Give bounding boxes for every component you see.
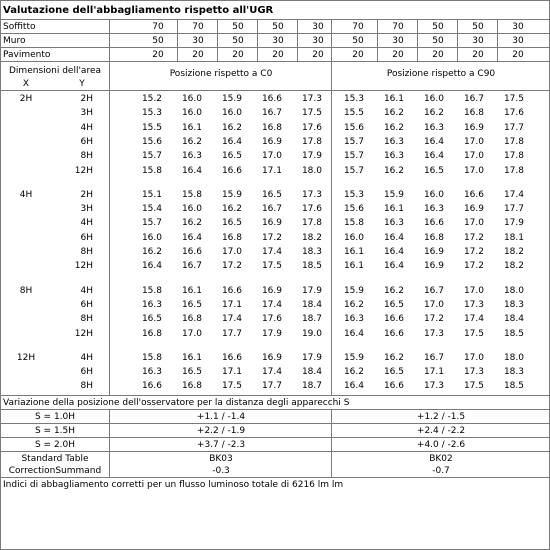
ugr-value: 15.9	[383, 189, 404, 200]
ugr-value: 17.0	[463, 218, 484, 229]
ugr-value: 18.2	[301, 232, 322, 243]
ugr-value: 15.8	[141, 285, 162, 296]
ugr-value: 16.3	[423, 122, 444, 133]
ugr-value: 16.1	[383, 204, 404, 215]
ugr-value: 16.8	[141, 328, 162, 339]
variation-c90: +2.4 / -2.2	[416, 426, 466, 436]
ugr-value: 16.4	[343, 328, 364, 339]
ugr-value: 18.2	[503, 247, 524, 257]
divider	[417, 19, 418, 62]
standard-table-label: Standard Table	[21, 454, 89, 464]
divider	[217, 19, 218, 62]
divider	[109, 19, 110, 63]
ugr-value: 18.5	[503, 381, 524, 392]
ugr-value: 16.5	[181, 367, 202, 378]
ugr-value: 17.3	[423, 328, 444, 339]
divider	[109, 409, 110, 477]
area-y-label: 2H	[80, 94, 93, 104]
ugr-value: 16.4	[181, 232, 202, 243]
reflectance-value: 50	[472, 22, 484, 32]
ugr-value: 17.4	[503, 189, 524, 200]
ugr-value: 16.4	[141, 261, 162, 272]
divider	[1, 409, 549, 410]
ugr-value: 16.3	[383, 151, 404, 162]
ugr-value: 16.9	[423, 261, 444, 272]
reflectance-value: 20	[512, 50, 524, 60]
ugr-value: 18.3	[301, 247, 322, 257]
ugr-value: 16.8	[423, 232, 444, 243]
ugr-value: 17.5	[301, 108, 322, 119]
ugr-value: 15.3	[343, 189, 364, 200]
ugr-value: 17.7	[503, 204, 524, 215]
ugr-value: 15.7	[141, 218, 162, 229]
area-y-label: 4H	[80, 352, 93, 363]
area-x-label: 2H	[19, 94, 33, 104]
ugr-value: 16.4	[181, 165, 202, 176]
ugr-value: 16.5	[181, 299, 202, 310]
ugr-value: 16.7	[423, 285, 444, 296]
ugr-value: 16.3	[423, 204, 444, 215]
ugr-value: 16.7	[261, 204, 282, 215]
ugr-value: 18.0	[301, 165, 322, 176]
reflectance-value: 20	[472, 50, 484, 60]
reflectance-value: 50	[232, 22, 244, 32]
ugr-value: 15.6	[343, 204, 364, 215]
ugr-value: 17.5	[261, 261, 282, 272]
ugr-value: 16.8	[181, 314, 202, 325]
ugr-value: 18.7	[301, 314, 322, 325]
ugr-value: 15.2	[141, 94, 162, 104]
ugr-value: 16.0	[423, 94, 444, 104]
area-y-label: 6H	[80, 136, 93, 147]
reflectance-value: 20	[432, 50, 444, 60]
reflectance-value: 30	[192, 36, 204, 46]
ugr-value: 17.7	[261, 381, 282, 392]
ugr-value: 16.2	[383, 285, 404, 296]
ugr-value: 16.4	[383, 261, 404, 272]
ugr-value: 16.2	[383, 165, 404, 176]
ugr-value: 16.6	[383, 381, 404, 392]
c0-position-label: Posizione rispetto a C0	[169, 69, 273, 79]
ugr-value: 16.6	[221, 352, 242, 363]
ugr-value: 15.8	[343, 218, 364, 229]
divider	[1, 90, 549, 91]
ugr-value: 16.6	[383, 314, 404, 325]
variation-label: S = 1.0H	[34, 412, 76, 422]
ugr-value: 16.2	[423, 108, 444, 119]
ugr-value: 16.4	[423, 136, 444, 147]
divider	[331, 62, 332, 395]
ugr-value: 16.5	[261, 189, 282, 200]
divider	[497, 19, 498, 62]
ugr-value: 17.7	[221, 328, 242, 339]
ugr-value: 18.0	[503, 352, 524, 363]
ugr-value: 16.0	[423, 189, 444, 200]
ugr-value: 16.5	[383, 367, 404, 378]
ugr-value: 16.0	[343, 232, 364, 243]
ugr-value: 16.4	[221, 136, 242, 147]
ugr-value: 16.5	[221, 218, 242, 229]
area-x-label: 8H	[19, 285, 33, 296]
reflectance-value: 20	[312, 50, 324, 60]
ugr-value: 17.0	[463, 165, 484, 176]
reflectance-label: Pavimento	[3, 50, 51, 60]
ugr-value: 15.5	[343, 108, 364, 119]
ugr-value: 15.9	[343, 285, 364, 296]
divider	[109, 62, 110, 395]
ugr-value: 17.5	[503, 94, 524, 104]
ugr-value: 16.8	[261, 122, 282, 133]
ugr-value: 15.8	[181, 189, 202, 200]
ugr-value: 16.2	[383, 122, 404, 133]
ugr-value: 17.5	[463, 381, 484, 392]
reflectance-value: 30	[312, 36, 324, 46]
variation-c90: +1.2 / -1.5	[416, 412, 466, 422]
variation-heading: Variazione della posizione dell'osservatore per la distanza degli apparecchi S	[3, 398, 350, 408]
ugr-value: 15.7	[343, 165, 364, 176]
ugr-value: 16.3	[181, 151, 202, 162]
ugr-value: 16.2	[221, 204, 242, 215]
ugr-value: 17.4	[261, 299, 282, 310]
reflectance-value: 20	[232, 50, 244, 60]
ugr-value: 16.6	[181, 247, 202, 257]
ugr-value: 15.8	[141, 352, 162, 363]
ugr-value: 17.3	[301, 189, 322, 200]
ugr-value: 15.5	[141, 122, 162, 133]
ugr-value: 17.1	[221, 367, 242, 378]
ugr-value: 17.1	[261, 165, 282, 176]
ugr-value: 16.3	[141, 299, 162, 310]
ugr-value: 17.6	[301, 204, 322, 215]
divider	[1, 61, 549, 62]
ugr-value: 17.7	[503, 122, 524, 133]
divider	[1, 477, 549, 478]
divider	[377, 19, 378, 62]
divider	[1, 19, 549, 20]
ugr-value: 16.8	[463, 108, 484, 119]
ugr-value: 17.4	[261, 247, 282, 257]
ugr-value: 17.4	[261, 367, 282, 378]
ugr-value: 16.9	[463, 204, 484, 215]
divider	[1, 395, 549, 396]
ugr-value: 16.6	[221, 165, 242, 176]
ugr-value: 17.2	[463, 261, 484, 272]
area-y-label: 4H	[80, 122, 93, 133]
variation-label: S = 1.5H	[34, 426, 76, 436]
ugr-value: 18.3	[503, 299, 524, 310]
reflectance-value: 50	[272, 22, 284, 32]
ugr-value: 17.9	[503, 218, 524, 229]
ugr-value: 16.4	[423, 151, 444, 162]
reflectance-value: 50	[232, 36, 244, 46]
reflectance-value: 20	[152, 50, 164, 60]
ugr-value: 17.8	[503, 136, 524, 147]
ugr-value: 16.1	[181, 285, 202, 296]
x-label: X	[22, 79, 30, 89]
divider	[177, 19, 178, 62]
ugr-value: 17.6	[503, 108, 524, 119]
ugr-value: 16.1	[383, 94, 404, 104]
ugr-value: 15.4	[141, 204, 162, 215]
ugr-value: 15.6	[343, 122, 364, 133]
reflectance-label: Muro	[3, 36, 26, 46]
ugr-value: 16.4	[383, 232, 404, 243]
ugr-value: 17.0	[463, 136, 484, 147]
footnote: Indici di abbagliamento corretti per un flusso luminoso totale di 6216 lm lm	[3, 480, 344, 490]
area-y-label: 8H	[80, 247, 93, 257]
ugr-value: 17.2	[463, 232, 484, 243]
ugr-value: 17.6	[301, 122, 322, 133]
ugr-value: 16.4	[343, 381, 364, 392]
area-y-label: 3H	[80, 204, 93, 215]
ugr-value: 18.4	[503, 314, 524, 325]
ugr-value: 16.1	[181, 122, 202, 133]
ugr-value: 15.6	[141, 136, 162, 147]
reflectance-value: 20	[392, 50, 404, 60]
ugr-value: 18.4	[301, 367, 322, 378]
ugr-value: 16.2	[181, 136, 202, 147]
ugr-value: 16.8	[221, 232, 242, 243]
divider	[1, 47, 549, 48]
y-label: Y	[79, 79, 85, 89]
reflectance-value: 30	[272, 36, 284, 46]
ugr-value: 16.3	[141, 367, 162, 378]
ugr-value: 16.1	[343, 247, 364, 257]
ugr-value: 17.4	[221, 314, 242, 325]
ugr-value: 17.0	[423, 299, 444, 310]
ugr-value: 15.9	[221, 189, 242, 200]
ugr-value: 15.8	[141, 165, 162, 176]
ugr-value: 16.9	[261, 218, 282, 229]
reflectance-value: 70	[192, 22, 204, 32]
variation-c0: +2.2 / -1.9	[196, 426, 246, 436]
ugr-value: 16.8	[181, 381, 202, 392]
reflectance-value: 50	[352, 36, 364, 46]
reflectance-value: 30	[392, 36, 404, 46]
area-y-label: 6H	[80, 299, 93, 310]
ugr-value: 18.7	[301, 381, 322, 392]
area-y-label: 12H	[74, 165, 93, 176]
variation-c90: +4.0 / -2.6	[416, 440, 466, 450]
ugr-value: 15.7	[343, 151, 364, 162]
ugr-value: 17.9	[261, 328, 282, 339]
ugr-value: 16.5	[221, 151, 242, 162]
ugr-value: 18.3	[503, 367, 524, 378]
reflectance-value: 50	[152, 36, 164, 46]
ugr-value: 18.0	[503, 285, 524, 296]
ugr-value: 16.0	[181, 108, 202, 119]
area-y-label: 2H	[80, 189, 93, 200]
ugr-value: 19.0	[301, 328, 322, 339]
reflectance-value: 30	[472, 36, 484, 46]
ugr-value: 17.2	[261, 232, 282, 243]
ugr-value: 15.7	[343, 136, 364, 147]
ugr-value: 17.9	[301, 151, 322, 162]
area-y-label: 8H	[80, 381, 93, 392]
ugr-value: 16.7	[423, 352, 444, 363]
ugr-value: 17.3	[463, 299, 484, 310]
ugr-value: 17.1	[221, 299, 242, 310]
ugr-value: 16.5	[141, 314, 162, 325]
reflectance-label: Soffitto	[3, 22, 36, 32]
ugr-value: 18.5	[301, 261, 322, 272]
correction-c0: -0.3	[212, 466, 230, 476]
ugr-value: 17.3	[463, 367, 484, 378]
area-x-label: 12H	[16, 352, 36, 363]
variation-label: S = 2.0H	[34, 440, 76, 450]
area-y-label: 6H	[80, 232, 93, 243]
ugr-value: 16.6	[463, 189, 484, 200]
ugr-value: 16.9	[463, 122, 484, 133]
area-x-label: 4H	[19, 189, 33, 200]
ugr-value: 16.0	[181, 204, 202, 215]
ugr-value: 17.0	[463, 285, 484, 296]
ugr-value: 16.6	[141, 381, 162, 392]
table-title: Valutazione dell'abbagliamento rispetto all'UGR	[3, 5, 274, 16]
ugr-value: 17.4	[463, 314, 484, 325]
ugr-value: 16.9	[261, 352, 282, 363]
ugr-value: 16.2	[141, 247, 162, 257]
area-y-label: 12H	[74, 261, 93, 272]
ugr-value: 17.8	[503, 165, 524, 176]
reflectance-value: 50	[432, 36, 444, 46]
ugr-value: 16.2	[383, 352, 404, 363]
divider	[331, 19, 332, 63]
ugr-value: 17.6	[261, 314, 282, 325]
ugr-value: 18.4	[301, 299, 322, 310]
reflectance-value: 30	[312, 22, 324, 32]
ugr-value: 16.6	[261, 94, 282, 104]
ugr-value: 16.9	[423, 247, 444, 257]
ugr-value: 15.3	[141, 108, 162, 119]
ugr-value: 17.1	[423, 367, 444, 378]
ugr-value: 17.5	[463, 328, 484, 339]
ugr-value: 16.6	[383, 328, 404, 339]
divider	[331, 409, 332, 477]
ugr-value: 16.0	[181, 94, 202, 104]
ugr-value: 16.2	[383, 108, 404, 119]
ugr-value: 16.1	[181, 352, 202, 363]
ugr-value: 17.3	[423, 381, 444, 392]
divider	[457, 19, 458, 62]
ugr-value: 16.3	[383, 136, 404, 147]
reflectance-value: 30	[512, 36, 524, 46]
ugr-value: 16.4	[383, 247, 404, 257]
reflectance-value: 50	[432, 22, 444, 32]
ugr-value: 17.0	[221, 247, 242, 257]
area-y-label: 3H	[80, 108, 93, 119]
divider	[257, 19, 258, 62]
reflectance-value: 20	[272, 50, 284, 60]
correction-label: CorrectionSummand	[8, 466, 102, 476]
reflectance-value: 20	[352, 50, 364, 60]
ugr-value: 16.6	[221, 285, 242, 296]
ugr-value: 17.2	[423, 314, 444, 325]
ugr-value: 17.0	[463, 352, 484, 363]
ugr-value: 17.2	[463, 247, 484, 257]
ugr-value: 16.3	[343, 314, 364, 325]
area-y-label: 8H	[80, 151, 93, 162]
ugr-value: 17.9	[301, 285, 322, 296]
area-y-label: 4H	[80, 218, 93, 229]
ugr-value: 16.2	[221, 122, 242, 133]
ugr-value: 17.8	[301, 218, 322, 229]
ugr-value: 16.7	[463, 94, 484, 104]
standard-table-c0: BK03	[209, 454, 233, 464]
ugr-value: 16.9	[261, 285, 282, 296]
area-y-label: 6H	[80, 367, 93, 378]
variation-c0: +3.7 / -2.3	[196, 440, 246, 450]
ugr-value: 17.0	[463, 151, 484, 162]
reflectance-value: 30	[512, 22, 524, 32]
ugr-value: 16.2	[343, 299, 364, 310]
dimensions-label: Dimensioni dell'area	[9, 66, 101, 76]
c90-position-label: Posizione rispetto a C90	[386, 69, 496, 79]
reflectance-value: 70	[152, 22, 164, 32]
ugr-value: 17.5	[221, 381, 242, 392]
ugr-value: 17.3	[301, 94, 322, 104]
area-y-label: 8H	[80, 314, 93, 325]
ugr-value: 16.2	[181, 218, 202, 229]
standard-table-c90: BK02	[429, 454, 453, 464]
divider	[1, 437, 549, 438]
ugr-value: 16.3	[383, 218, 404, 229]
ugr-value: 16.7	[181, 261, 202, 272]
reflectance-value: 20	[192, 50, 204, 60]
ugr-value: 15.7	[141, 151, 162, 162]
correction-c90: -0.7	[432, 466, 450, 476]
ugr-value: 18.1	[503, 232, 524, 243]
ugr-value: 16.1	[343, 261, 364, 272]
ugr-value: 16.7	[261, 108, 282, 119]
ugr-value: 17.8	[301, 136, 322, 147]
ugr-value: 16.9	[261, 136, 282, 147]
variation-c0: +1.1 / -1.4	[196, 412, 246, 422]
ugr-value: 17.9	[301, 352, 322, 363]
ugr-value: 16.2	[343, 367, 364, 378]
ugr-value: 15.9	[343, 352, 364, 363]
ugr-value: 18.5	[503, 328, 524, 339]
ugr-value: 16.0	[221, 108, 242, 119]
area-y-label: 4H	[80, 285, 93, 296]
ugr-value: 16.5	[383, 299, 404, 310]
reflectance-value: 70	[392, 22, 404, 32]
ugr-value: 18.2	[503, 261, 524, 272]
ugr-value: 17.2	[221, 261, 242, 272]
area-y-label: 12H	[74, 328, 93, 339]
ugr-value: 15.9	[221, 94, 242, 104]
ugr-value: 16.5	[423, 165, 444, 176]
divider	[1, 423, 549, 424]
ugr-value: 15.1	[141, 189, 162, 200]
ugr-value: 17.0	[181, 328, 202, 339]
ugr-value: 16.0	[141, 232, 162, 243]
ugr-value: 15.3	[343, 94, 364, 104]
divider	[1, 33, 549, 34]
ugr-value: 16.6	[423, 218, 444, 229]
divider	[1, 451, 549, 452]
ugr-value: 17.8	[503, 151, 524, 162]
ugr-value: 17.0	[261, 151, 282, 162]
divider	[297, 19, 298, 62]
reflectance-value: 70	[352, 22, 364, 32]
